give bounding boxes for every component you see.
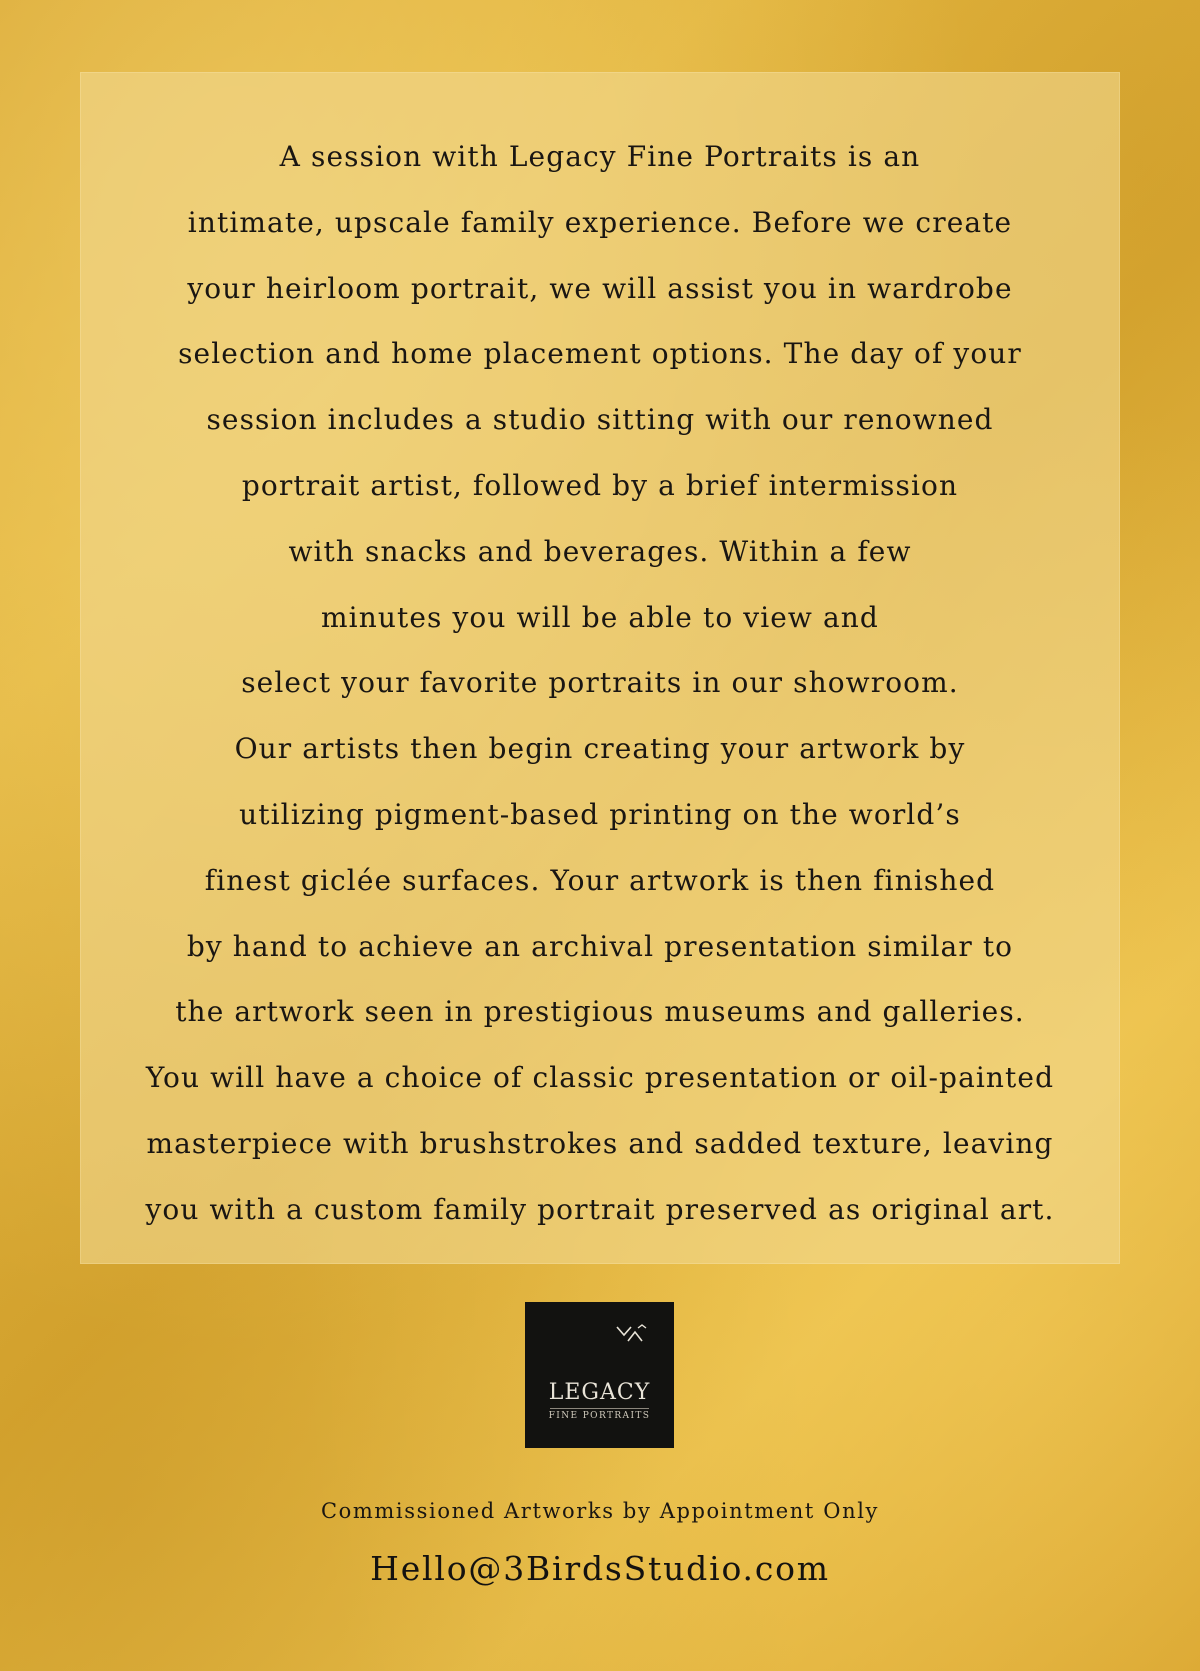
contact-email[interactable]: Hello@3BirdsStudio.com <box>370 1549 830 1588</box>
appointment-tagline: Commissioned Artworks by Appointment Only <box>321 1499 879 1523</box>
body-line: select your favorite portraits in our showroom. <box>241 666 959 700</box>
body-line: selection and home placement options. The day of your <box>178 337 1022 371</box>
logo-divider <box>550 1408 649 1409</box>
session-description <box>80 124 1120 1243</box>
body-line: your heirloom portrait, we will assist you in wardrobe <box>187 271 1013 305</box>
body-line: finest giclée surfaces. Your artwork is then finished <box>204 863 996 897</box>
body-line: by hand to achieve an archival presentation similar to <box>186 929 1014 963</box>
body-line: session includes a studio sitting with our renowned <box>206 403 994 437</box>
body-line: minutes you will be able to view and <box>321 600 879 634</box>
body-line: A session with Legacy Fine Portraits is an <box>279 140 921 173</box>
body-line: Our artists then begin creating your artwork by <box>234 732 966 766</box>
body-line: with snacks and beverages. Within a few <box>288 534 912 568</box>
body-line: masterpiece with brushstrokes and sadded texture, leaving <box>146 1126 1054 1160</box>
birds-icon <box>616 1324 648 1344</box>
body-line: you with a custom family portrait preserved as original art. <box>145 1192 1055 1226</box>
legacy-logo <box>525 1302 674 1448</box>
body-line: utilizing pigment-based printing on the world’s <box>239 797 961 831</box>
body-line: intimate, upscale family experience. Before we create <box>187 205 1013 239</box>
body-line: You will have a choice of classic presentation or oil-painted <box>145 1061 1055 1095</box>
body-line: the artwork seen in prestigious museums and galleries. <box>175 995 1025 1029</box>
text-panel <box>80 72 1120 1264</box>
logo-name: LEGACY <box>548 1380 651 1405</box>
body-line: portrait artist, followed by a brief intermission <box>241 468 959 502</box>
logo-subtitle: FINE PORTRAITS <box>548 1411 651 1421</box>
